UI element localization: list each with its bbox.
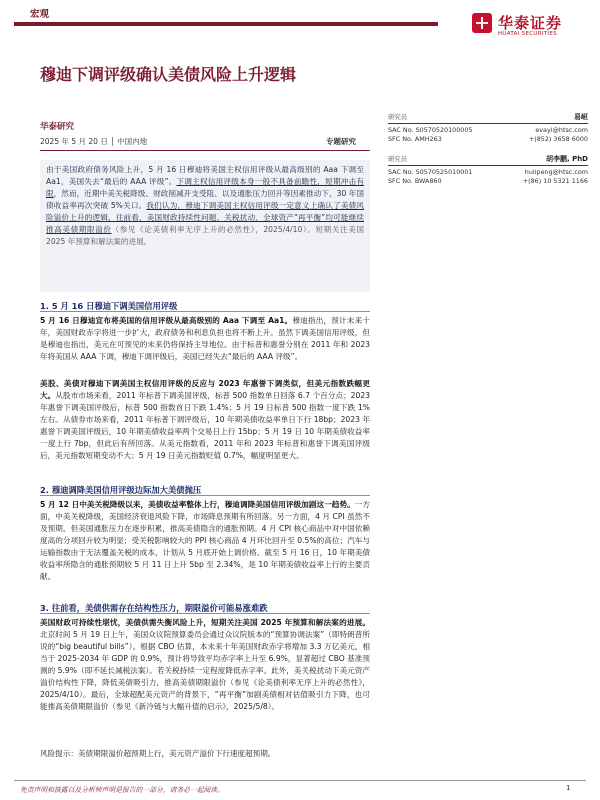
- date-location: 2025 年 5 月 20 日 │ 中国内地: [40, 137, 148, 146]
- category-tag: 宏观: [30, 9, 50, 20]
- paragraph: [40, 499, 370, 583]
- summary-underlined: 下调主权信用评级本身一般不具备前瞻性，短期冲击有限: [46, 177, 365, 198]
- analyst-email[interactable]: evayi@htsc.com: [535, 126, 588, 134]
- header-bar: [14, 22, 438, 26]
- section-divider: [40, 495, 370, 496]
- paragraph: [40, 378, 370, 462]
- section-divider: [40, 311, 370, 312]
- summary-text: 由于美国政府债务风险上升，5 月 16 日穆迪将美国主权信用评级从最高级别的 Aaa 下调至 Aa1，美国失去“最后的 AAA 评级”。: [46, 165, 364, 186]
- section-heading: 2. 穆迪调降美国信用评级边际加大美债抛压: [40, 485, 202, 495]
- paragraph-body: 一方面，中美关税降级，美国经济衰退风险下降，市场降息预期有所回落。另一方面，4 月 CPI 虽然不及预期，但美国通胀压力在逐步积累，推高美债隐含的通胀预期。4 月 CPI 核心商品中对中国依赖度高的分项回升较为明显；受关税影响较大的 PPI 核心商品 4 月环比回升至 0.5%的高位；汽车与运输指数由于无法覆盖关税的成本，计划从 5 月底开始上调价格。截至 5 月 16 日，10 年期美债收益率所隐含的通胀预期较 5 月 11 日上升 5bp 至 2.34%，是 10 年期美债收益率上行的主要贡献。: [40, 500, 371, 581]
- section-divider: [40, 613, 370, 614]
- analyst-card: [388, 154, 588, 186]
- analyst-role: 研究员: [388, 155, 408, 163]
- footer-disclaimer: 免责声明和披露以及分析师声明是报告的一部分，请务必一起阅读。: [20, 786, 224, 794]
- paragraph-lead: 5 月 12 日中美关税降级以来，美债收益率整体上行，穆迪调降美国信用评级加剧这一趋势。: [40, 500, 355, 509]
- paragraph-lead: 5 月 16 日穆迪宣布将美国的信用评级从最高级别的 Aaa 下调至 Aa1。: [40, 316, 293, 325]
- logo-mark-icon: [472, 13, 492, 33]
- footer-divider: [14, 780, 586, 781]
- meta-divider: [40, 150, 370, 151]
- paragraph-lead: 美股、美债对穆迪下调美国主权信用评级的反应与 2023 年惠誉下调类似，但美元指数跌幅更大。: [40, 379, 370, 400]
- paragraph-body: 穆迪指出，预计未来十年，美国财政赤字将进一步扩大，政府债务和利息负担也将不断上升。虽然下调美国信用评级，但是穆迪也指出，美元在可预见的未来仍将保持主导地位。由于标普和惠誉分别在 2011 年和 2023 年将美国从 AAA 下调，穆迪下调评级后，美国已经失去“最后的 AAA 评级”。: [40, 316, 371, 361]
- analyst-sfc: SFC No. AMH263: [388, 135, 442, 143]
- report-type: 专题研究: [326, 137, 356, 146]
- summary-underlined: 我们认为，穆迪下调美国主权信用评级一定意义上确认了美债风险溢价上升的逻辑，往前看，美国财政持续性问题、关税扰动、全球资产“再平衡”均可能继续推高美债期限溢价: [46, 201, 364, 234]
- risk-warning: 风险提示：美债期限溢价超预期上行，美元资产溢价下行速度超预期。: [40, 749, 276, 758]
- analyst-phone: +(86) 10 5321 1166: [522, 177, 588, 185]
- section-heading: 3. 往前看，美债供需存在结构性压力，期限溢价可能易涨难跌: [40, 603, 268, 613]
- analyst-sfc: SFC No. BWA860: [388, 177, 442, 185]
- page-header: [0, 0, 600, 52]
- paragraph-body: 从股市市场来看，2011 年标普下调美国评级，标普 500 指数单日回落 6.7 个百分点；2023 年惠誉下调美国评级后，标普 500 指数首日下跌 1.4%；5 月 19 日标普 500 指数一度下跌 1%左右。从债券市场来看，2011 年标普下调评级后，10 年期美债收益率单日下行 18bp；2023 年惠誉下调美国评级后，10 年期美债收益率两个交易日上行 15bp；5 月 19 日 10 年期美债收益率一度上行 7bp，但此后有所回落。从美元指数看，2011 年和 2023 年标普和惠誉下调美国评级后，美元指数短期变动不大；5 月 19 日美元指数贬值 0.7%，幅度明显更大。: [40, 391, 371, 460]
- summary-text: ，然而，近期中美关税降级、财政削减开支受阻、以及通胀压力回升等因素推动下，30 年国债收益率再次突破 5%关口。: [46, 189, 365, 210]
- paragraph: [40, 315, 370, 363]
- summary-text: （参见《论美债利率无序上升的必然性》，2025/4/10）。短期关注美国 2025 年预算和解法案的进展。: [46, 225, 364, 246]
- analyst-sac: SAC No. S0570525010001: [388, 168, 473, 176]
- analyst-name: 易峘: [574, 113, 588, 121]
- analyst-panel: [388, 112, 588, 196]
- analyst-name: 胡李鹏, PhD: [545, 155, 588, 163]
- analyst-role: 研究员: [388, 113, 408, 121]
- analyst-sac: SAC No. S0570520100005: [388, 126, 473, 134]
- analyst-card: [388, 112, 588, 144]
- paragraph-body: 北京时间 5 月 19 日上午，美国众议院预算委员会通过众议院版本的“预算协调法案”（即特朗普所说的“big beautiful bills”）。根据 CBO 估算，本未来十年美国财政赤字将增加 3.3 万亿美元，相当于 2025-2034 年 GDP 的 0.9%，预计将导致平均赤字率上升至 6.9%，显著超过 CBO 基准预测的 5.9%（即不延长减税法案）。若关税持续一定程度降低赤字率。此外，美关税扰动下美元资产溢价结构性下降，降低美债吸引力，推高美债期限溢价（参见《论美债利率无序上升的必然性》，2025/4/10）。最后，全球超配美元资产的背景下，“再平衡”加剧美债相对估值吸引力下降，也可能推高美债期限溢价（参见《新冷链与大幅升值的启示》，2025/5/8）。: [40, 630, 370, 711]
- paragraph: [40, 617, 370, 713]
- paragraph-lead: 美国财政可持续性堪忧，美债供需失衡风险上升，短期关注美国 2025 年预算和解法案的进展。: [40, 618, 370, 627]
- logo-text-en: HUATAI SECURITIES: [498, 31, 557, 37]
- company-logo: [472, 10, 590, 42]
- section-heading: 1. 5 月 16 日穆迪下调美国信用评级: [40, 301, 178, 311]
- page-number: 1: [566, 784, 571, 792]
- analyst-email[interactable]: hulipeng@htsc.com: [524, 168, 588, 176]
- analyst-phone: +(852) 3658 6000: [528, 135, 588, 143]
- summary-box: [40, 160, 370, 292]
- research-org: 华泰研究: [40, 122, 75, 132]
- logo-text-cn: 华泰证券: [498, 14, 563, 32]
- report-title: 穆迪下调评级确认美债风险上升逻辑: [40, 65, 297, 84]
